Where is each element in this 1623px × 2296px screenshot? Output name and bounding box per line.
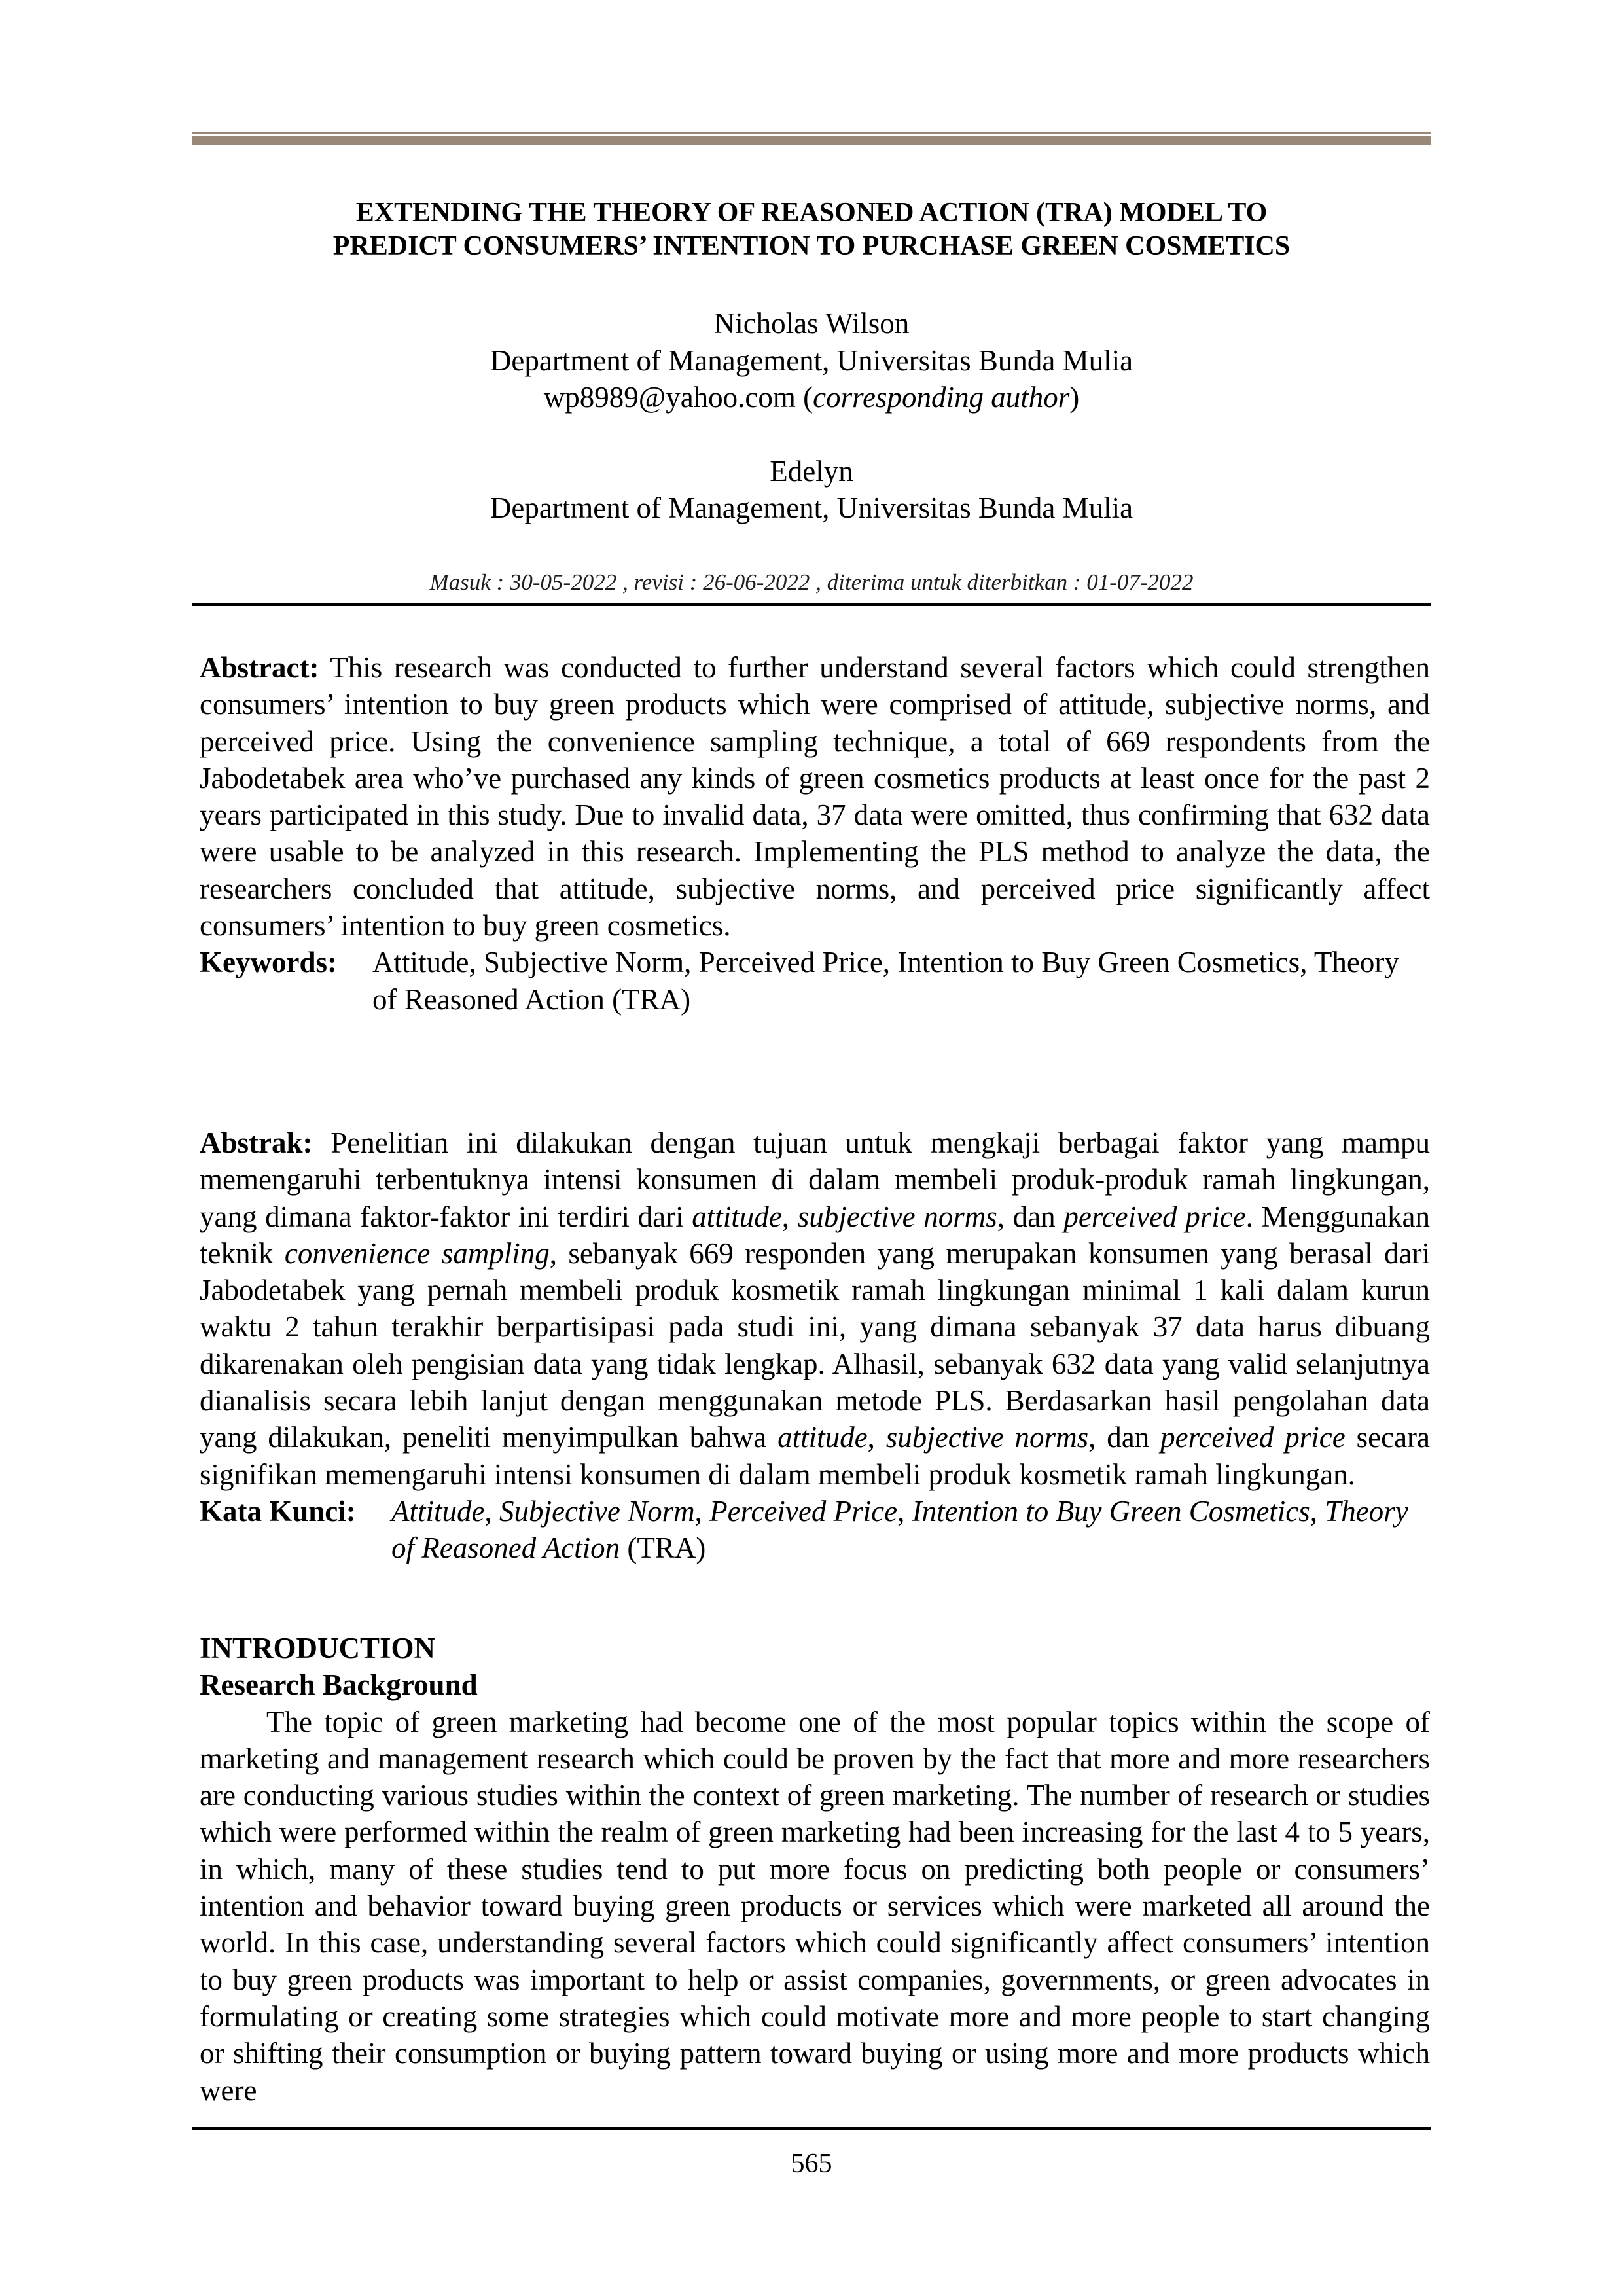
text-run: Penelitian ini dilakukan dengan tujuan untuk mengkaji berbagai faktor yang mampu memengaruhi terbentuknya intensi konsumen di dalam membeli produk-produk ramah lingkungan, yang dimana faktor-faktor ini terdiri dari bbox=[200, 1126, 1430, 1233]
kata-kunci-text bbox=[391, 1493, 1430, 1567]
italic-term: Intention to Buy Green Cosmetics bbox=[912, 1494, 1310, 1528]
author-name: Edelyn bbox=[770, 454, 853, 488]
text-run: , bbox=[781, 1200, 798, 1233]
text-run: , dan bbox=[997, 1200, 1064, 1233]
author-affiliation: Department of Management, Universitas Bunda Mulia bbox=[490, 344, 1133, 377]
keywords-text: Attitude, Subjective Norm, Perceived Price, Intention to Buy Green Cosmetics, Theory of Reasoned Action (TRA) bbox=[372, 946, 1399, 1016]
italic-term: attitude bbox=[692, 1200, 782, 1233]
abstract-text: This research was conducted to further understand several factors which could strengthen consumers’ intention to buy green products which were comprised of attitude, subjective norms, and perceived price. Using the convenience sampling technique, a total of 669 respondents from the Jabodetabek area who’ve purchased any kinds of green cosmetics products at least once for the past 2 years participated in this study. Due to invalid data, 37 data were omitted, thus confirming that 632 data were usable to be analyzed in this research. Implementing the PLS method to analyze the data, the researchers concluded that attitude, subjective norms, and perceived price significantly affect consumers’ intention to buy green cosmetics. bbox=[200, 651, 1430, 942]
italic-term: attitude bbox=[777, 1421, 868, 1454]
text-run: , bbox=[1310, 1494, 1325, 1528]
italic-term: perceived price bbox=[1063, 1200, 1246, 1233]
header-rule-thick bbox=[192, 136, 1431, 145]
paper-title bbox=[192, 196, 1431, 263]
header-rule-thin bbox=[192, 132, 1431, 134]
text-run: , bbox=[897, 1494, 912, 1528]
text-run: , bbox=[867, 1421, 886, 1454]
page-number: 565 bbox=[791, 2149, 832, 2179]
author-gap bbox=[192, 416, 1431, 453]
subsection-heading: Research Background bbox=[200, 1668, 478, 1702]
text-run: , dan bbox=[1088, 1421, 1161, 1454]
author-affiliation: Department of Management, Universitas Bunda Mulia bbox=[490, 492, 1133, 524]
keywords-label: Keywords: bbox=[200, 946, 337, 979]
author-email-line: wp8989@yahoo.com (corresponding author) bbox=[543, 381, 1080, 414]
submission-dates: Masuk : 30-05-2022 , revisi : 26-06-2022 , diterima untuk diterbitkan : 01-07-2022 bbox=[429, 569, 1194, 595]
title-line-1: EXTENDING THE THEORY OF REASONED ACTION (TRA) MODEL TO bbox=[355, 198, 1268, 228]
abstrak-label: Abstrak: bbox=[200, 1126, 313, 1159]
italic-term: Perceived Price bbox=[709, 1494, 898, 1528]
author-email[interactable]: wp8989@yahoo.com bbox=[543, 381, 796, 414]
italic-term: subjective norms bbox=[797, 1200, 997, 1233]
text-run: secara signifikan memengaruhi intensi konsumen di dalam membeli produk kosmetik ramah lingkungan. bbox=[200, 1421, 1431, 1491]
section-heading: INTRODUCTION bbox=[200, 1632, 436, 1664]
italic-term: Attitude bbox=[391, 1494, 485, 1528]
text-run: , bbox=[694, 1494, 710, 1528]
italic-term: Theory of Reasoned Action bbox=[391, 1494, 1408, 1565]
kata-kunci-label: Kata Kunci: bbox=[200, 1494, 356, 1528]
header-divider bbox=[192, 603, 1431, 606]
text-run: (TRA) bbox=[620, 1532, 706, 1565]
corresponding-note: corresponding author bbox=[813, 381, 1070, 414]
author-name: Nicholas Wilson bbox=[713, 307, 910, 340]
footer-rule bbox=[192, 2127, 1431, 2130]
intro-paragraph: The topic of green marketing had become one of the most popular topics within the scope of marketing and management research which could be proven by the fact that more and more researchers are conducting various studies within the context of green marketing. The number of research or studies which were performed within the realm of green marketing had been increasing for the last 4 to 5 years, in which, many of these studies tend to put more focus on predicting both people or consumers’ intention and behavior toward buying green products or services which were marketed all around the world. In this case, understanding several factors which could significantly affect consumers’ intention to buy green products was important to help or assist companies, governments, or green advocates in formulating or creating some strategies which could motivate more and more people to start changing or shifting their consumption or buying pattern toward buying or using more and more products which were bbox=[200, 1705, 1430, 2107]
title-line-2: PREDICT CONSUMERS’ INTENTION TO PURCHASE GREEN COSMETICS bbox=[332, 231, 1291, 261]
abstract-label: Abstract: bbox=[200, 651, 319, 684]
text-run: , sebanyak 669 responden yang merupakan konsumen yang berasal dari Jabodetabek yang pernah membeli produk kosmetik ramah lingkungan minimal 1 kali dalam kurun waktu 2 tahun terakhir berpartisipasi pada studi ini, yang dimana sebanyak 37 data harus dibuang dikarenakan oleh pengisian data yang tidak lengkap. Alhasil, sebanyak 632 data yang valid selanjutnya dianalisis secara lebih lanjut dengan menggunakan metode PLS. Berdasarkan hasil pengolahan data yang dilakukan, peneliti menyimpulkan bahwa bbox=[200, 1236, 1430, 1454]
abstract-section bbox=[200, 649, 1430, 1018]
author-block bbox=[192, 305, 1431, 527]
abstrak-text bbox=[200, 1126, 1430, 1491]
introduction-section bbox=[200, 1630, 1430, 2109]
abstract-paragraph bbox=[200, 649, 1430, 944]
italic-term: Subjective Norm bbox=[499, 1494, 695, 1528]
italic-term: perceived price bbox=[1160, 1421, 1346, 1454]
keywords-row bbox=[200, 944, 1430, 1018]
abstrak-section bbox=[200, 1124, 1430, 1567]
text-run: , bbox=[484, 1494, 499, 1528]
italic-term: subjective norms bbox=[885, 1421, 1089, 1454]
kata-kunci-row bbox=[200, 1493, 1430, 1567]
abstrak-paragraph bbox=[200, 1124, 1430, 1493]
text-run: . Menggunakan teknik bbox=[200, 1200, 1431, 1270]
italic-term: convenience sampling bbox=[284, 1236, 550, 1270]
